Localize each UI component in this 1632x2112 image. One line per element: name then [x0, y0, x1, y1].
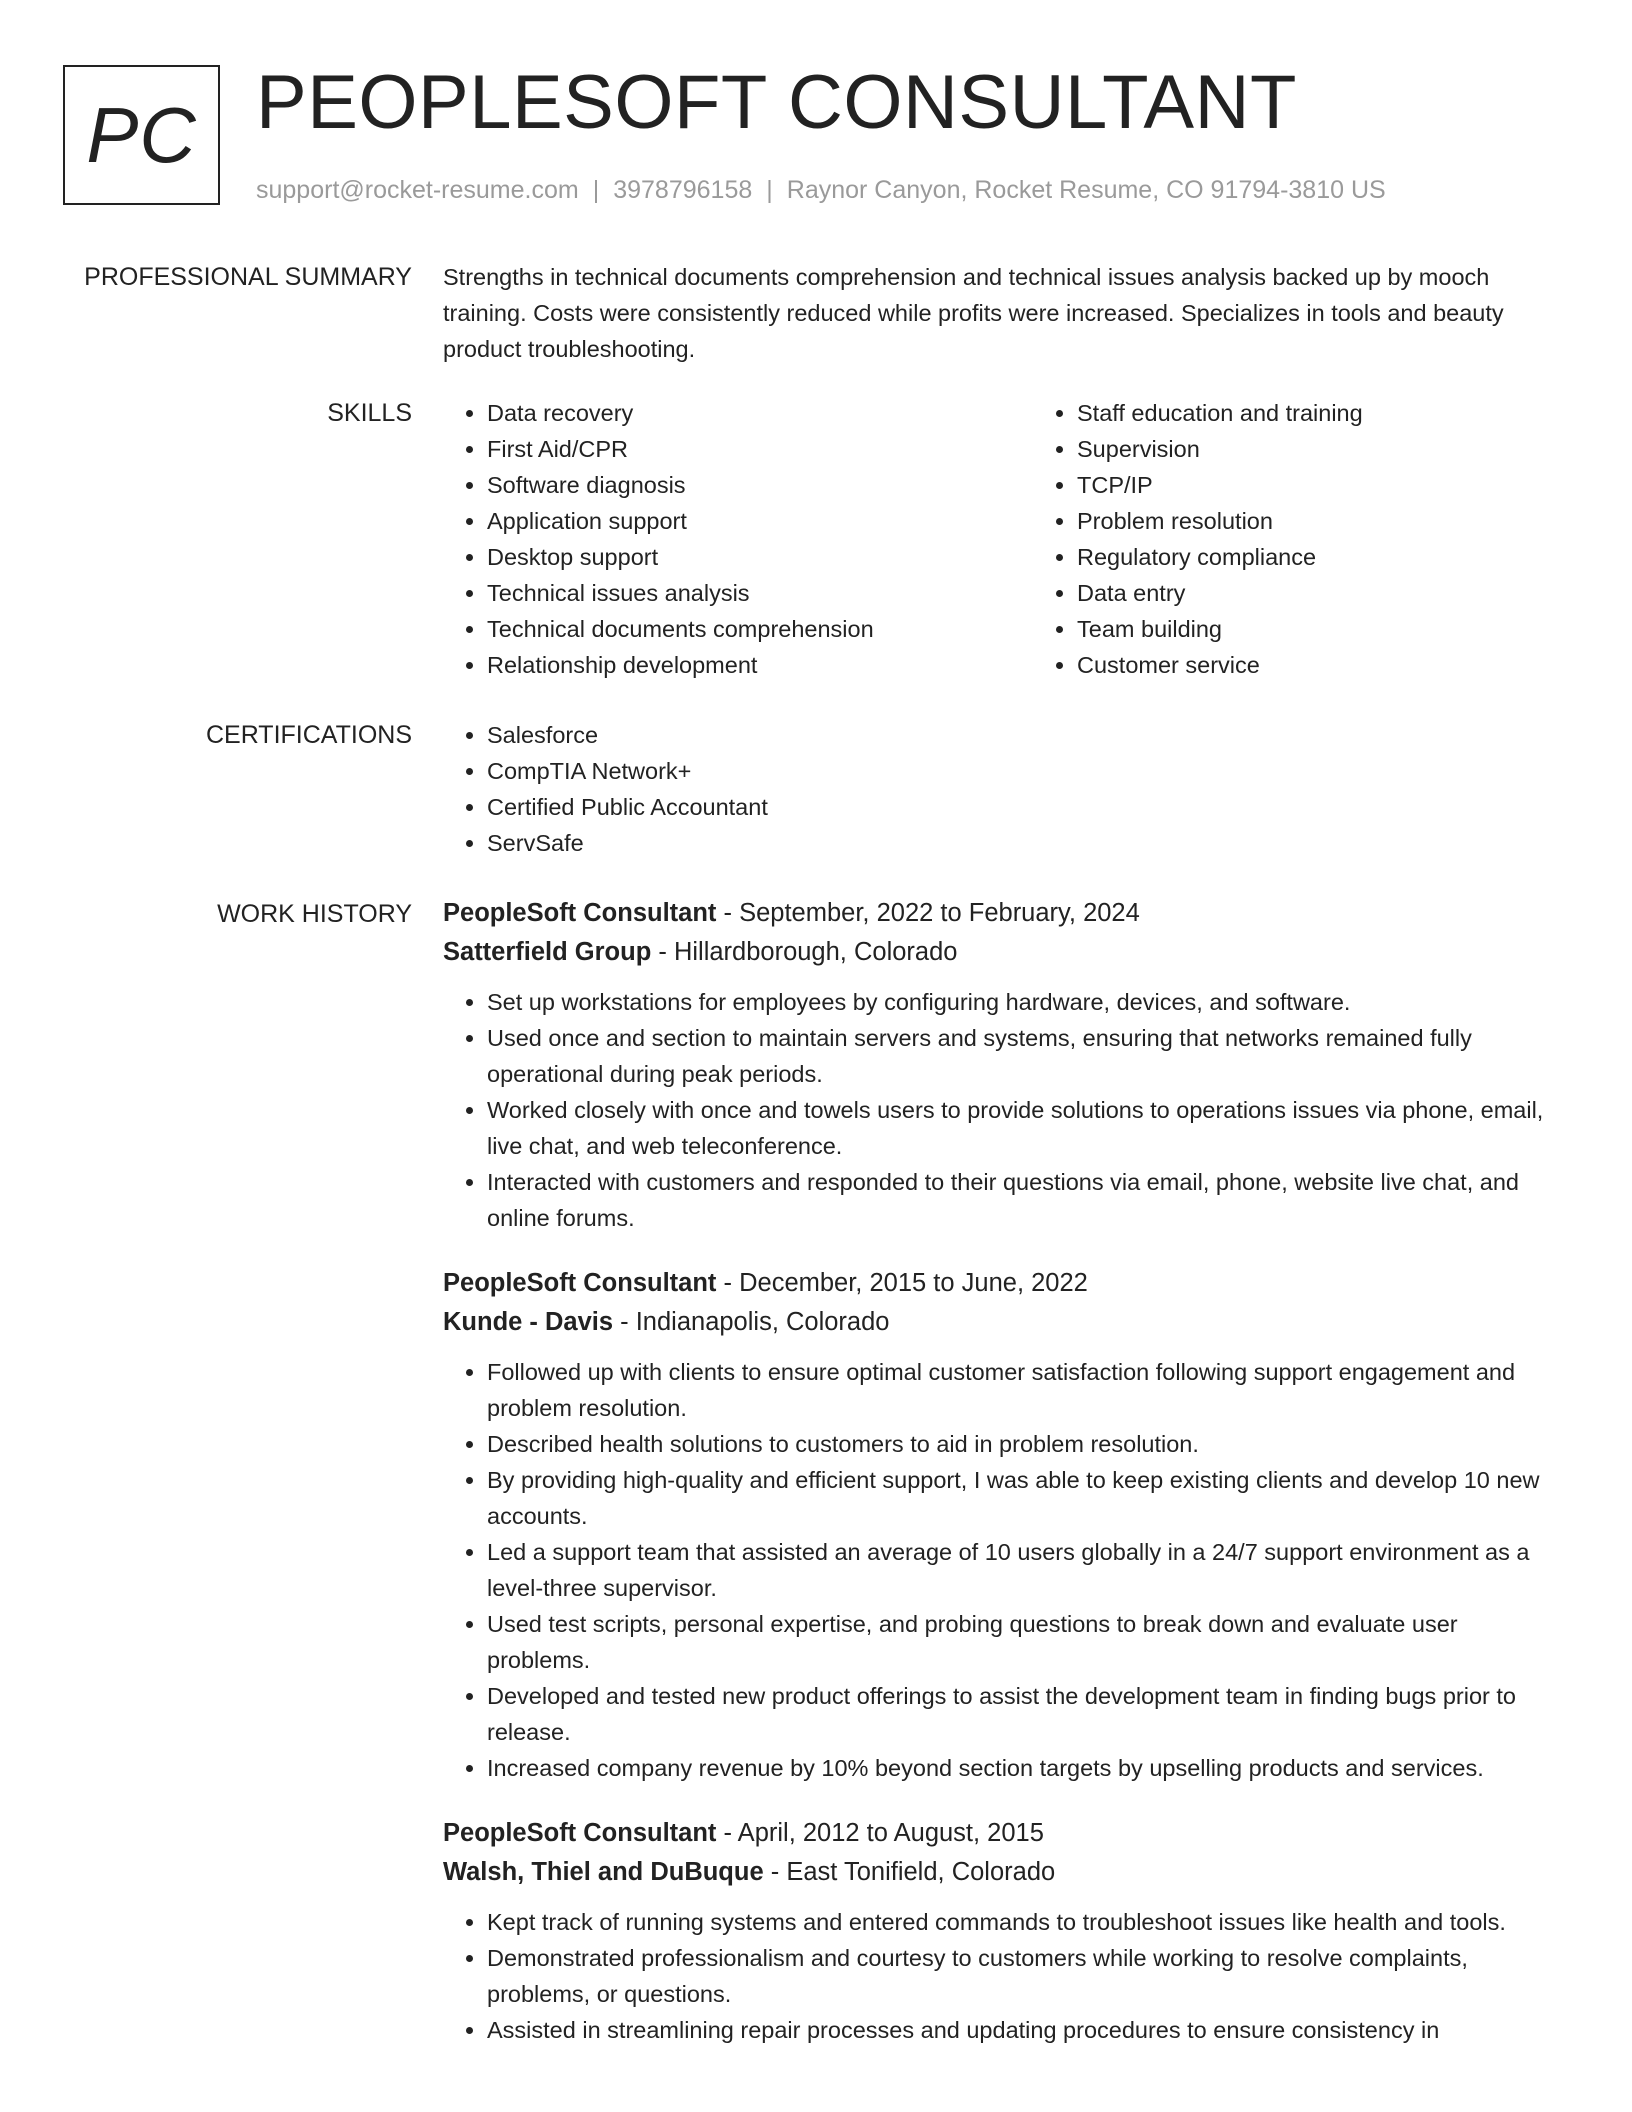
job-company: Walsh, Thiel and DuBuque	[443, 1858, 764, 1886]
job-title: PeopleSoft Consultant	[443, 1819, 717, 1847]
job-bullets	[443, 1904, 1553, 2048]
skill-item: • Data recovery	[487, 395, 1033, 431]
contact-line	[256, 174, 1386, 206]
job-company-line	[443, 933, 1553, 972]
summary-body	[443, 259, 1553, 367]
job-location: - Indianapolis, Colorado	[620, 1308, 890, 1336]
skill-item: • Application support	[487, 503, 1033, 539]
certifications-list	[443, 717, 1553, 861]
job-title-line	[443, 1814, 1553, 1853]
contact-separator: |	[592, 176, 600, 204]
job-company-line	[443, 1853, 1553, 1892]
skill-item: • Data entry	[1077, 575, 1623, 611]
contact-phone: 3978796158	[613, 176, 753, 204]
contact-address: Raynor Canyon, Rocket Resume, CO 91794-3810 US	[786, 176, 1386, 204]
job-company: Satterfield Group	[443, 938, 652, 966]
contact-email: support@rocket-resume.com	[256, 176, 579, 204]
certification-item: • ServSafe	[487, 825, 1553, 861]
skill-item: • Technical documents comprehension	[487, 611, 1033, 647]
summary-heading: PROFESSIONAL SUMMARY	[84, 263, 412, 291]
monogram-initials: PC	[86, 90, 197, 179]
job-entry	[443, 894, 1553, 1236]
summary-text: Strengths in technical documents comprehension and technical issues analysis backed up by mooch training. Costs were consistently reduced while profits were increased. Specializes in tools and beauty product troubleshooting.	[443, 264, 1504, 362]
skill-item: • TCP/IP	[1077, 467, 1623, 503]
skill-item: • Software diagnosis	[487, 467, 1033, 503]
skill-item: • Problem resolution	[1077, 503, 1623, 539]
job-bullet: • Assisted in streamlining repair processes and updating procedures to ensure consistency in	[487, 2012, 1553, 2048]
job-bullet: • Described health solutions to customers to aid in problem resolution.	[487, 1426, 1553, 1462]
skill-item: • Technical issues analysis	[487, 575, 1033, 611]
job-bullet: • Used test scripts, personal expertise, and probing questions to break down and evaluate user problems.	[487, 1606, 1553, 1678]
job-location: - Hillardborough, Colorado	[658, 938, 958, 966]
job-dates: - September, 2022 to February, 2024	[723, 899, 1140, 927]
job-title-line	[443, 894, 1553, 933]
skill-item: • Customer service	[1077, 647, 1623, 683]
job-title: PeopleSoft Consultant	[443, 899, 717, 927]
job-bullet: • Interacted with customers and responded to their questions via email, phone, website live chat, and online forums.	[487, 1164, 1553, 1236]
job-bullet: • Set up workstations for employees by configuring hardware, devices, and software.	[487, 984, 1553, 1020]
page-title: PEOPLESOFT CONSULTANT	[256, 60, 1297, 145]
job-entry	[443, 1264, 1553, 1786]
skill-item: • Team building	[1077, 611, 1623, 647]
job-bullet: • Demonstrated professionalism and courtesy to customers while working to resolve complaints, problems, or questions.	[487, 1940, 1553, 2012]
job-bullets	[443, 984, 1553, 1236]
certifications-heading: CERTIFICATIONS	[205, 721, 412, 749]
job-dates: - December, 2015 to June, 2022	[723, 1269, 1088, 1297]
skill-item: • Desktop support	[487, 539, 1033, 575]
job-dates: - April, 2012 to August, 2015	[723, 1819, 1044, 1847]
skill-item: • Staff education and training	[1077, 395, 1623, 431]
certifications-body	[443, 717, 1553, 861]
skills-body	[443, 395, 1553, 683]
job-title: PeopleSoft Consultant	[443, 1269, 717, 1297]
monogram-box	[63, 65, 220, 205]
certification-item: • Certified Public Accountant	[487, 789, 1553, 825]
job-company-line	[443, 1303, 1553, 1342]
job-title-line	[443, 1264, 1553, 1303]
certification-item: • Salesforce	[487, 717, 1553, 753]
job-bullet: • Increased company revenue by 10% beyond section targets by upselling products and services.	[487, 1750, 1553, 1786]
skill-item: • First Aid/CPR	[487, 431, 1033, 467]
job-bullets	[443, 1354, 1553, 1786]
job-entry	[443, 1814, 1553, 2048]
job-bullet: • Followed up with clients to ensure optimal customer satisfaction following support engagement and problem resolution.	[487, 1354, 1553, 1426]
job-company: Kunde - Davis	[443, 1308, 614, 1336]
skill-item: • Relationship development	[487, 647, 1033, 683]
skills-list-left	[443, 395, 1033, 683]
job-bullet: • Developed and tested new product offerings to assist the development team in finding bugs prior to release.	[487, 1678, 1553, 1750]
skills-list-right	[1033, 395, 1623, 683]
work-history-heading: WORK HISTORY	[217, 900, 412, 928]
job-bullet: • Led a support team that assisted an average of 10 users globally in a 24/7 support environment as a level-three supervisor.	[487, 1534, 1553, 1606]
job-bullet: • By providing high-quality and efficient support, I was able to keep existing clients and develop 10 new accounts.	[487, 1462, 1553, 1534]
skill-item: • Regulatory compliance	[1077, 539, 1623, 575]
contact-separator: |	[766, 176, 773, 204]
job-bullet: • Worked closely with once and towels users to provide solutions to operations issues via phone, email, live chat, and web teleconference.	[487, 1092, 1553, 1164]
job-bullet: • Kept track of running systems and entered commands to troubleshoot issues like health and tools.	[487, 1904, 1553, 1940]
skill-item: • Supervision	[1077, 431, 1623, 467]
work-history-body	[443, 894, 1553, 2076]
skills-heading: SKILLS	[327, 399, 412, 427]
job-bullet: • Used once and section to maintain servers and systems, ensuring that networks remained fully operational during peak periods.	[487, 1020, 1553, 1092]
certification-item: • CompTIA Network+	[487, 753, 1553, 789]
job-location: - East Tonifield, Colorado	[770, 1858, 1056, 1886]
